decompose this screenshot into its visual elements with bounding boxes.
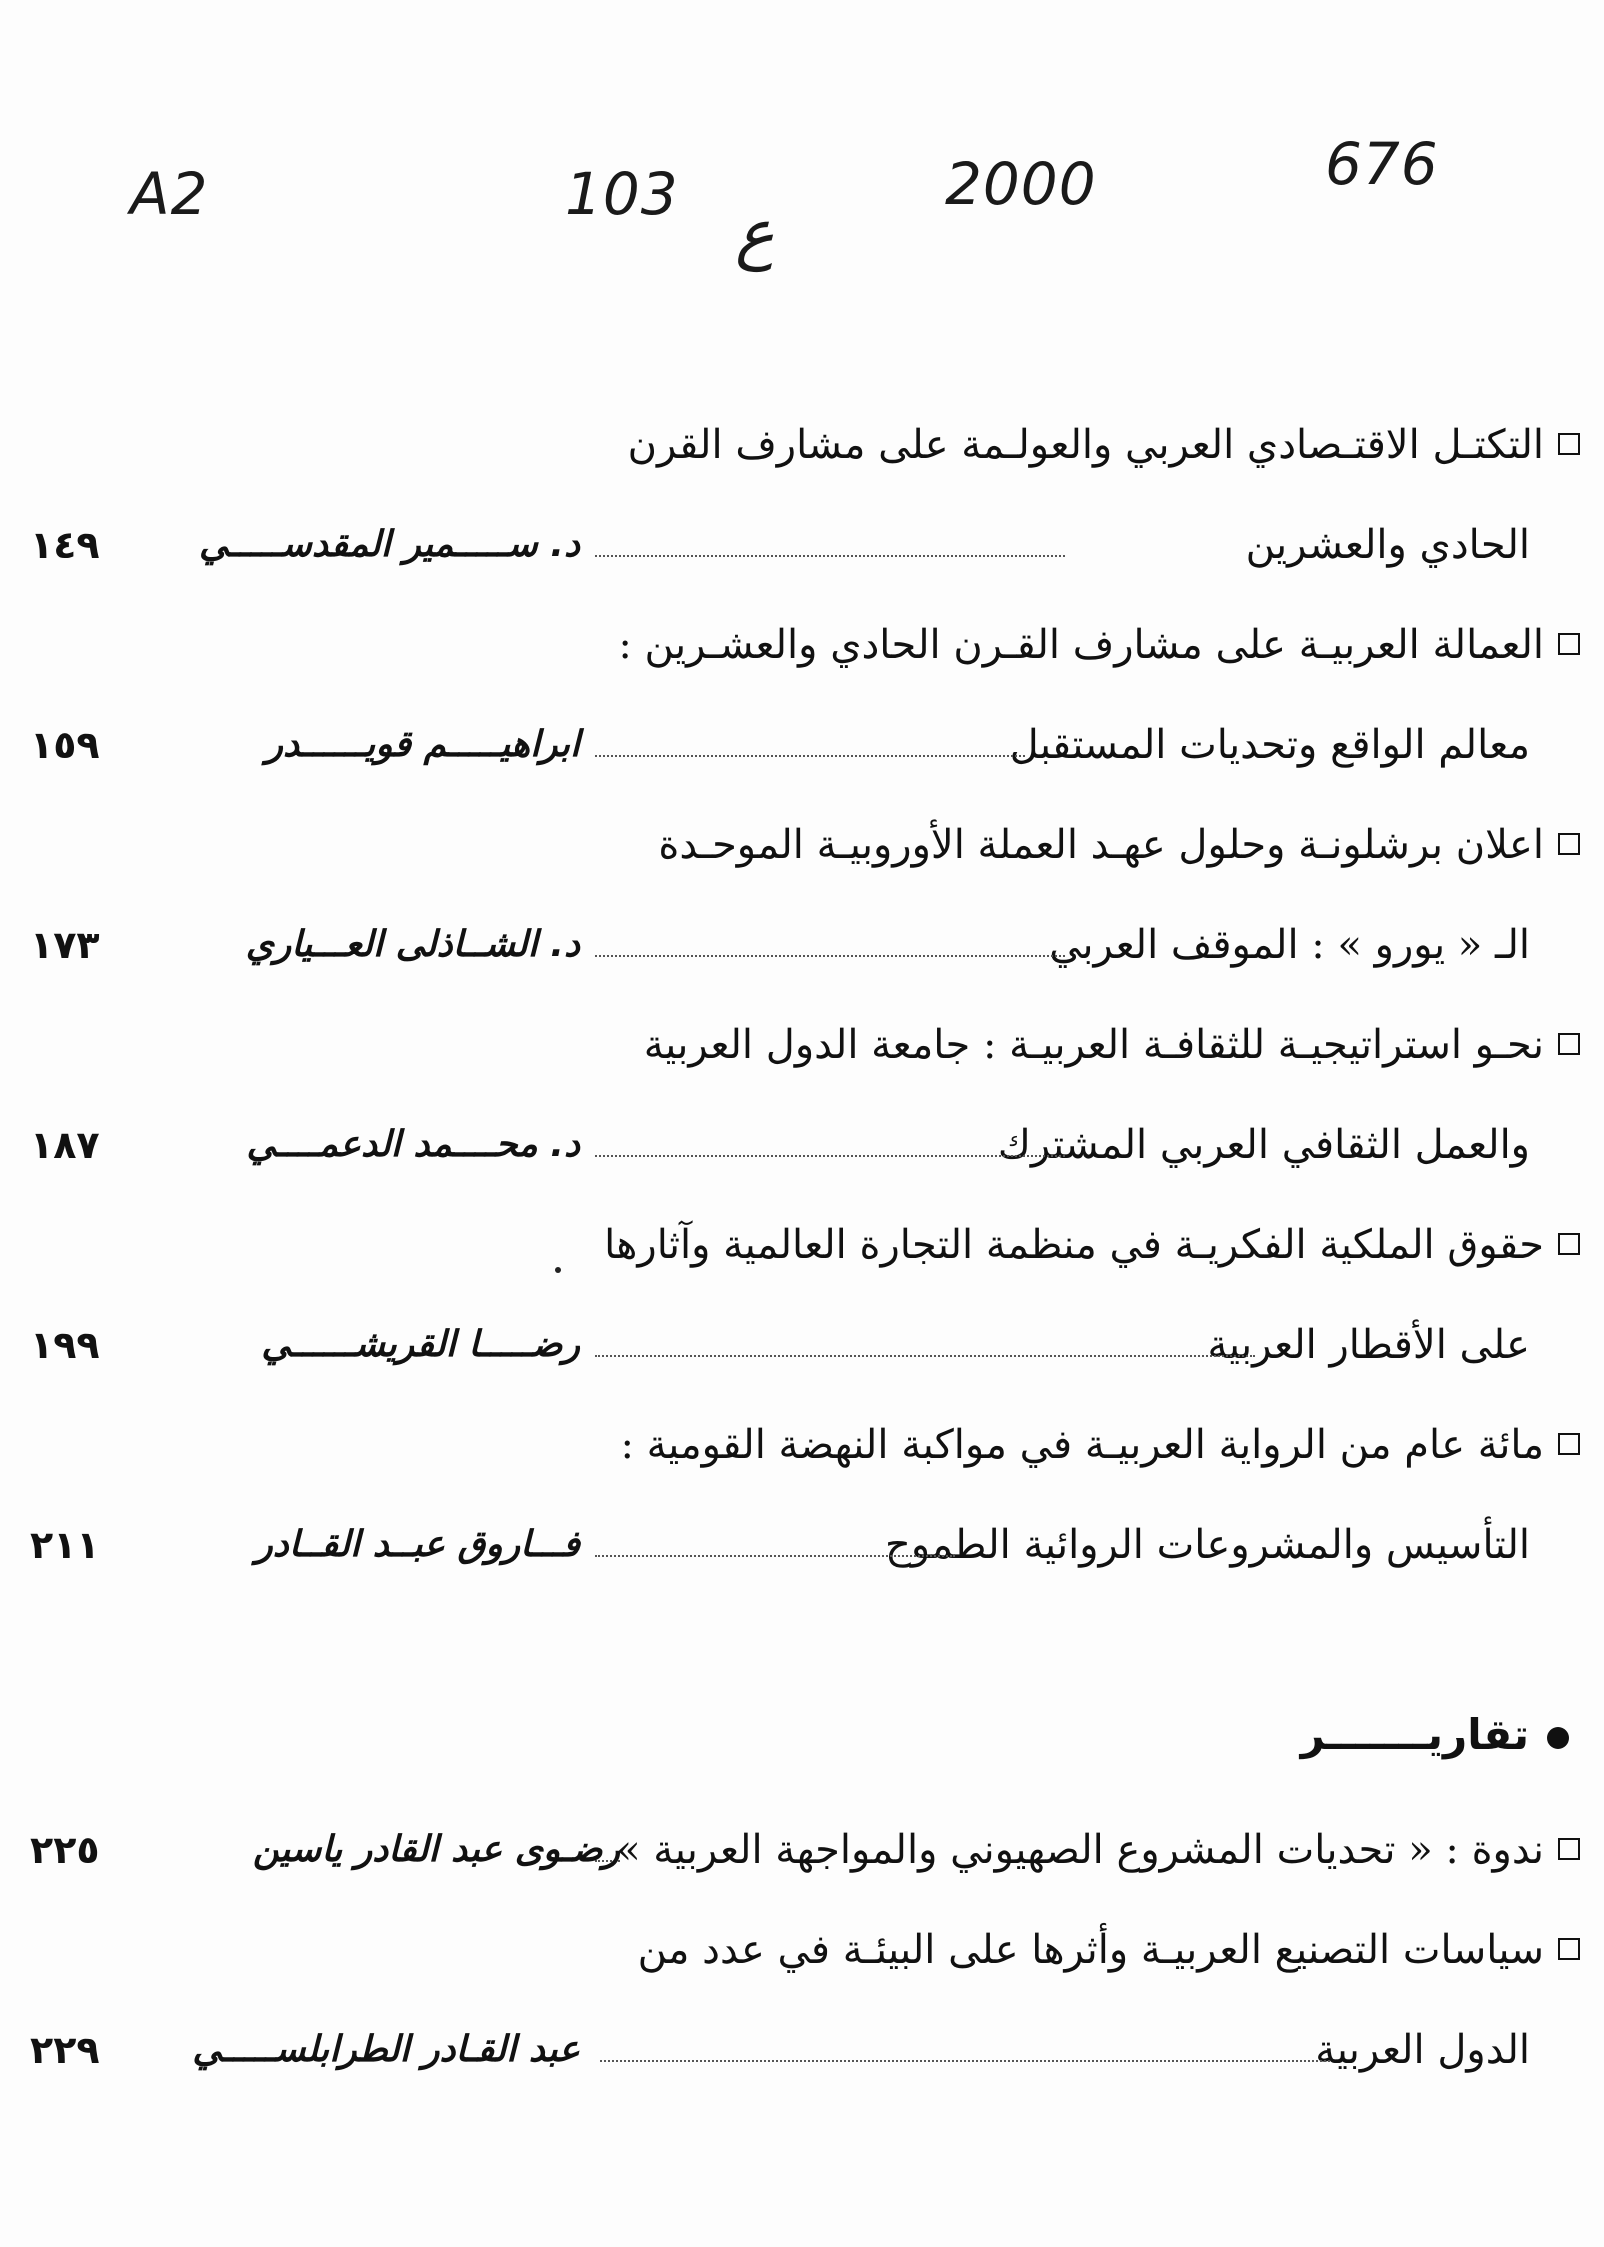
toc-entry-author: د. محــــمد الدعمــــي <box>246 1124 580 1165</box>
toc-entry[interactable] <box>30 1395 1580 1595</box>
filled-bullet-icon <box>1547 1727 1569 1749</box>
toc-entry-title-line: الحادي والعشرين د. ســـــمير المقدســـــي ١٤٩ <box>30 495 1580 595</box>
toc-entry[interactable] <box>30 795 1580 995</box>
checkbox-bullet-icon <box>1558 1938 1580 1960</box>
leader-dots <box>595 555 1065 557</box>
handwritten-note-4: 2000 <box>945 150 1097 218</box>
handwritten-note-5: 676 <box>1325 130 1439 198</box>
toc-entry-author: د. الشــاذلى العـــياري <box>245 924 580 965</box>
toc-entry-author: عبد القـادر الطرابلســـــي <box>192 2029 580 2070</box>
toc-entry-title-line: الـ « يورو » : الموقف العربي د. الشــاذلى العـــياري ١٧٣ <box>30 895 1580 995</box>
toc-entry-title-line: مائة عام من الرواية العربيـة في مواكبة النهضة القومية : <box>30 1395 1580 1495</box>
checkbox-bullet-icon <box>1558 833 1580 855</box>
checkbox-bullet-icon <box>1558 1838 1580 1860</box>
toc-entry-title-line: التأسيس والمشروعات الروائية الطموح فـــاروق عبــد القــادر ٢١١ <box>30 1495 1580 1595</box>
checkbox-bullet-icon <box>1558 633 1580 655</box>
handwritten-note-3: ع <box>735 195 775 272</box>
toc-entry-page: ٢١١ <box>30 1523 100 1567</box>
toc-entry[interactable] <box>30 995 1580 1195</box>
handwritten-note-2: 103 <box>565 160 679 228</box>
toc-entry[interactable] <box>30 1195 1580 1395</box>
checkbox-bullet-icon <box>1558 433 1580 455</box>
toc-entry-title-line: معالم الواقع وتحديات المستقبل ابراهيـــــم قويــــــدر ١٥٩ <box>30 695 1580 795</box>
toc-entry-title-line: على الأقطار العربية رضـــــا القريشــــــي ١٩٩ <box>30 1295 1580 1395</box>
stray-ink-mark <box>555 1267 561 1273</box>
toc-entry-author: رضـوى عبد القادر ياسين <box>252 1829 620 1870</box>
toc-entry-author: فـــاروق عبــد القــادر <box>255 1524 580 1565</box>
checkbox-bullet-icon <box>1558 1433 1580 1455</box>
toc-entry-title-line: الدول العربية عبد القـادر الطرابلســـــي ٢٢٩ <box>30 2000 1580 2100</box>
toc-entry-title-line: ندوة : « تحديات المشروع الصهيوني والمواجهة العربية » رضـوى عبد القادر ياسين ٢٢٥ <box>30 1800 1580 1900</box>
handwritten-note-1: A2 <box>130 160 209 228</box>
table-of-contents <box>30 395 1580 1595</box>
toc-entry-page: ١٨٧ <box>30 1123 100 1167</box>
toc-entry-page: ٢٢٥ <box>30 1828 100 1872</box>
toc-entry[interactable] <box>30 1900 1580 2100</box>
toc-entry-title-line: حقوق الملكية الفكريـة في منظمة التجارة العالمية وآثارها <box>30 1195 1580 1295</box>
toc-entry-page: ١٤٩ <box>30 523 100 567</box>
toc-entry-title-line: سياسات التصنيع العربيـة وأثرها على البيئـة في عدد من <box>30 1900 1580 2000</box>
toc-entry-title-line: والعمل الثقافي العربي المشترك د. محــــمد الدعمــــي ١٨٧ <box>30 1095 1580 1195</box>
leader-dots <box>595 1555 955 1557</box>
toc-entry-title-line: التكتـل الاقتـصادي العربي والعولـمة على مشارف القرن <box>30 395 1580 495</box>
checkbox-bullet-icon <box>1558 1033 1580 1055</box>
toc-entry-author: ابراهيـــــم قويــــــدر <box>265 724 580 765</box>
toc-entry-page: ٢٢٩ <box>30 2028 100 2072</box>
toc-entry-page: ١٧٣ <box>30 923 100 967</box>
leader-dots <box>595 1155 1065 1157</box>
leader-dots <box>595 955 1065 957</box>
toc-entry-title-line: نحـو استراتيجيـة للثقافـة العربيـة : جامعة الدول العربية <box>30 995 1580 1095</box>
checkbox-bullet-icon <box>1558 1233 1580 1255</box>
toc-entry[interactable] <box>30 395 1580 595</box>
toc-entry-title-line: العمالة العربيـة على مشارف القـرن الحادي والعشـرين : <box>30 595 1580 695</box>
toc-entry-author: رضـــــا القريشــــــي <box>261 1324 580 1365</box>
toc-entry[interactable] <box>30 595 1580 795</box>
toc-entry-title-line: اعلان برشلونـة وحلول عهـد العملة الأوروبيـة الموحـدة <box>30 795 1580 895</box>
toc-entry-author: د. ســـــمير المقدســـــي <box>198 524 580 565</box>
toc-entry-page: ١٩٩ <box>30 1323 100 1367</box>
leader-dots <box>595 1355 1255 1357</box>
toc-entry-page: ١٥٩ <box>30 723 100 767</box>
section-heading-reports: تقاريـــــــر <box>1301 1710 1569 1759</box>
leader-dots <box>600 2060 1330 2062</box>
reports-list <box>30 1800 1580 2100</box>
leader-dots <box>595 755 1025 757</box>
toc-entry[interactable] <box>30 1800 1580 1900</box>
